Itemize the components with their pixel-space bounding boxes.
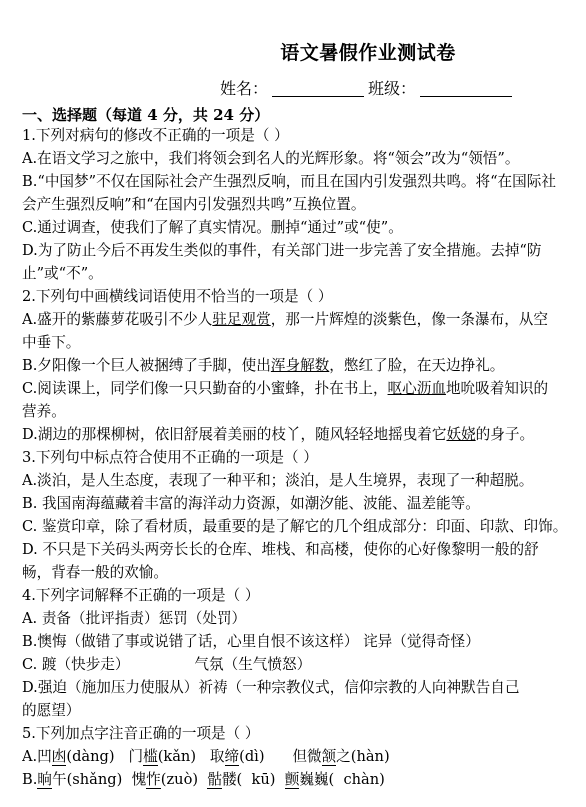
q4-option-d-line1: D.强迫（施加压力使服从）祈祷（一种宗教仪式，信仰宗教的人向神默告自己	[22, 679, 520, 696]
q2-option-a-line2: 中垂下。	[22, 334, 81, 351]
q2-option-a-line1	[22, 308, 572, 331]
text: (zuò)	[160, 771, 208, 788]
q3-option-c: C. 鉴赏印章，除了看材质，最重要的是了解它的几个组成部分：印面、印款、印饰。	[22, 518, 568, 535]
marked-char: 槛	[143, 748, 158, 765]
marked-char: 骷	[207, 771, 222, 788]
q4-option-a: A. 责备（批评指责）惩罚（处罚）	[22, 610, 247, 627]
q3-stem: 3.下列句中标点符合使用不正确的一项是（ ）	[22, 449, 318, 466]
text: B.	[22, 771, 38, 788]
q4-stem: 4.下列字词解释不正确的一项是（ ）	[22, 587, 260, 604]
marked-char: 晌	[37, 771, 52, 788]
q5-stem: 5.下列加点字注音正确的一项是（ ）	[22, 725, 260, 742]
text: D.湖边的那棵柳树，依旧舒展着美丽的枝丫，随风轻轻地摇曳着它	[22, 426, 447, 443]
text: 午(shǎng) 愧	[51, 771, 147, 788]
q1-option-a: A.在语文学习之旅中，我们将领会到名人的光辉形象。将“领会”改为“领悟”。	[22, 150, 520, 167]
class-label: 班级：	[368, 79, 417, 98]
q4-option-b: B.懊悔（做错了事或说错了话，心里自恨不该这样） 诧异（觉得奇怪）	[22, 633, 480, 650]
marked-char: 颔	[321, 748, 337, 765]
marked-char: 缔	[224, 748, 240, 765]
text: 髅( kū)	[221, 771, 285, 788]
marked-char: 凼	[51, 748, 67, 765]
text: (dì) 但微	[239, 748, 322, 765]
text: 的身子。	[475, 426, 535, 443]
text: C.阅读课上，同学们像一只只勤奋的小蜜蜂，扑在书上，	[22, 380, 388, 397]
text: (dàng) 门	[66, 748, 144, 765]
text: A.凹	[22, 748, 52, 765]
q1-option-c: C.通过调查，使我们了解了真实情况。删掉“通过”或“使”。	[22, 219, 403, 236]
section-heading: 一、选择题（每道 4 分，共 24 分）	[22, 106, 270, 124]
marked-char: 颤	[284, 771, 300, 788]
q2-option-c-line1	[22, 377, 572, 400]
underlined-word: 浑身解数	[270, 357, 330, 374]
q3-option-a: A.淡泊，是人生态度，表现了一种平和；淡泊，是人生境界，表现了一种超脱。	[22, 472, 534, 489]
text: 巍巍( chàn)	[299, 771, 385, 788]
q1-stem: 1.下列对病句的修改不正确的一项是（ ）	[22, 127, 289, 144]
underlined-word: 妖娆	[446, 426, 476, 443]
exam-title: 语文暑假作业测试卷	[280, 42, 456, 64]
text: ，憋红了脸，在天边挣礼。	[329, 357, 505, 374]
q1-option-d-line2: 止”或“不”。	[22, 265, 103, 282]
q2-option-d	[22, 423, 572, 446]
q1-option-b-line1: B.“中国梦”不仅在国际社会产生强烈反响，而且在国内引发强烈共鸣。将“在国际社	[22, 173, 556, 190]
text: B.夕阳像一个巨人被捆缚了手脚，使出	[22, 357, 271, 374]
q1-option-d-line1: D.为了防止今后不再发生类似的事件，有关部门进一步完善了安全措施。去掉“防	[22, 242, 542, 259]
underlined-word: 驻足观赏	[212, 311, 271, 328]
student-info-row	[0, 76, 586, 99]
q1-option-b-line2: 会产生强烈反响”和“在国内引发强烈共鸣”互换位置。	[22, 196, 366, 213]
q3-option-b: B. 我国南海蕴藏着丰富的海洋动力资源，如潮汐能、波能、温差能等。	[22, 495, 480, 512]
text: A.盛开的紫藤萝花吸引不少人	[22, 311, 213, 328]
text: ，那一片辉煌的淡紫色，像一条瀑布，从空	[270, 311, 548, 328]
q5-option-b	[22, 768, 572, 791]
name-blank[interactable]	[272, 80, 364, 97]
class-blank[interactable]	[420, 80, 512, 97]
text: 地吮吸着知识的	[445, 380, 549, 397]
marked-char: 怍	[146, 771, 161, 788]
q3-option-d-line1: D. 不只是下关码头两旁长长的仓库、堆栈、和高楼，使你的心好像黎明一般的舒	[22, 541, 539, 558]
q3-option-d-line2: 畅，背春一般的欢愉。	[22, 564, 168, 581]
q4-option-d-line2: 的愿望）	[22, 702, 81, 719]
q2-option-c-line2: 营养。	[22, 403, 66, 420]
text: (kǎn) 取	[157, 748, 225, 765]
q4-option-c: C. 踱（快步走） 气氛（生气愤怒）	[22, 656, 312, 673]
q5-option-a	[22, 745, 572, 768]
text: 之(hàn)	[336, 748, 390, 765]
questions	[22, 124, 572, 791]
name-label: 姓名：	[219, 79, 268, 98]
q2-option-b	[22, 354, 572, 377]
underlined-word: 呕心沥血	[387, 380, 446, 397]
q2-stem: 2.下列句中画横线词语使用不恰当的一项是（ ）	[22, 288, 333, 305]
